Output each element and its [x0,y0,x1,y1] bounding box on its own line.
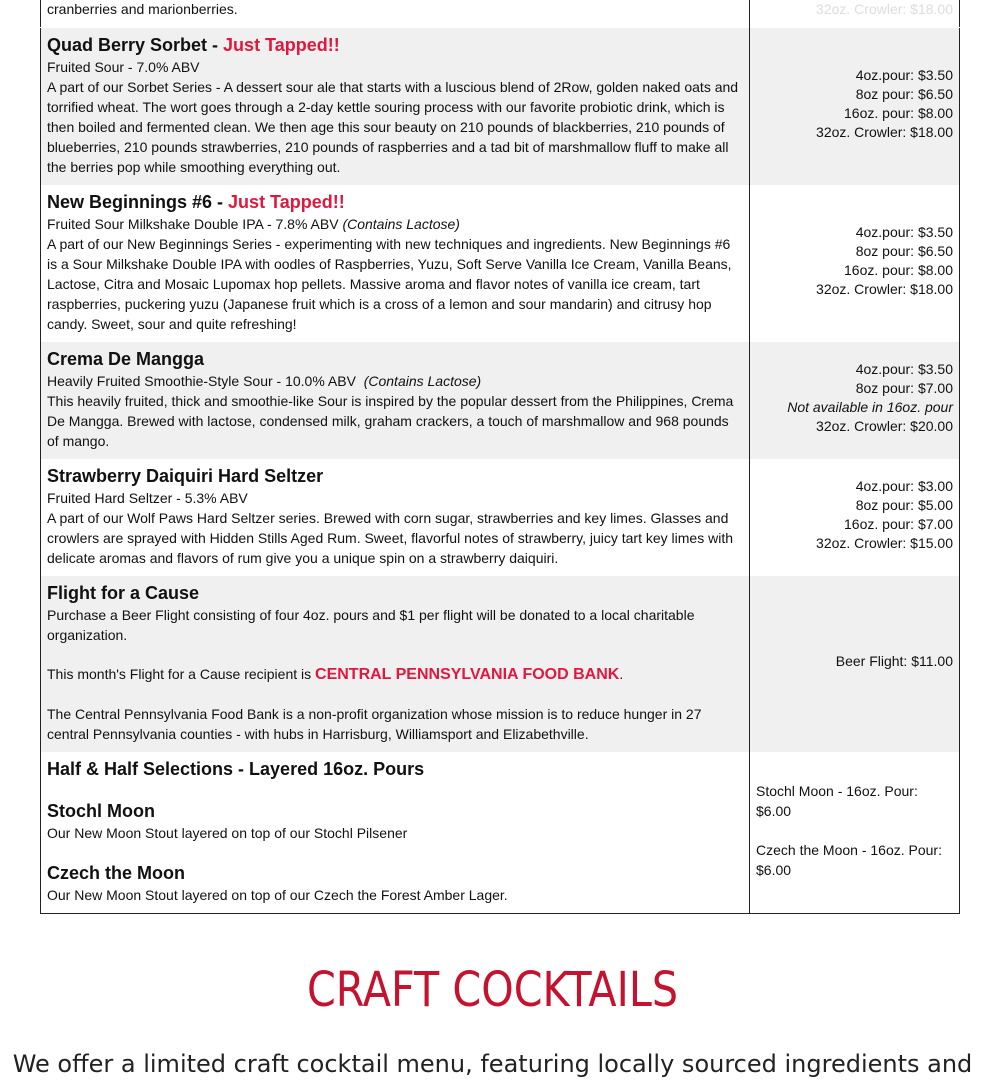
section-heading: Half & Half Selections - Layered 16oz. Pours [47,759,425,779]
menu-row-desc-cell [41,576,750,752]
price-4oz: 4oz.pour: $3.00 [855,478,953,494]
menu-row-desc-cell [41,342,750,459]
item-description: A part of our Wolf Paws Hard Seltzer series. Brewed with corn sugar, strawberries and key limes. Glasses and crowlers are sprayed with Hidden Stills Aged Rum. Sweet, flavorful notes of strawberry, juicy tart key limes with delicate aromas and flavors of rum give you a unique spin on a strawberry daiquiri. [47,510,733,566]
spacer [47,645,743,664]
price-16oz: 16oz. pour: $8.00 [844,262,953,278]
charity-recipient: CENTRAL PENNSYLVANIA FOOD BANK [315,666,620,683]
contains-lactose-note: (Contains Lactose) [342,216,460,232]
menu-row-desc-cell [41,459,750,576]
price-8oz: 8oz pour: $6.50 [855,243,953,259]
price-32oz-crowler: 32oz. Crowler: $15.00 [816,535,953,551]
recipient-prefix: This month's Flight for a Cause recipient is [47,666,312,682]
item-description: A part of our New Beginnings Series - experimenting with new techniques and ingredients. New Beginnings #6 is a Sour Milkshake Double IPA with oodles of Raspberries, Yuzu, Soft Serve Vanilla Ice Cream, Vanilla Beans, Lactose, Citra and Mosaic Lupomax hop pellets. Massive aroma and flavor notes of vanilla ice cream, tart raspberries, puckering yuzu (Japanese fruit which is a cross of a lemon and sour mandarin) and citrusy hop candy. Sweet, sour and quite refreshing! [47,236,732,332]
item-description: Our New Moon Stout layered on top of our Stochl Pilsener [47,825,408,841]
item-description: cranberries and marionberries. [47,1,238,17]
menu-row-crema-de-mangga [41,342,960,459]
menu-row-price-cell [750,185,960,342]
item-style-text: Fruited Sour Milkshake Double IPA - 7.8% ABV [47,216,339,232]
spacer [47,843,743,859]
price-32oz-crowler: 32oz. Crowler: $20.00 [816,418,953,434]
menu-row-price-cell [750,0,960,28]
price-4oz: 4oz.pour: $3.50 [855,224,953,240]
spacer [47,685,743,704]
recipient-suffix: . [619,666,624,682]
menu-row-price-cell [750,342,960,459]
menu-row-price-cell [750,459,960,576]
item-style-text: Heavily Fruited Smoothie-Style Sour - 10.0% ABV [47,373,356,389]
item-style: Fruited Sour - 7.0% ABV [47,59,200,75]
price-32oz-crowler: 32oz. Crowler: $18.00 [816,124,953,140]
menu-row-price-cell [750,576,960,752]
spacer [47,781,743,797]
menu-row-quad-berry-sorbet [41,28,960,186]
price-4oz: 4oz.pour: $3.50 [855,67,953,83]
item-name: New Beginnings #6 - Just Tapped!! [47,192,345,212]
item-description: Our New Moon Stout layered on top of our Czech the Forest Amber Lager. [47,887,508,903]
item-name: Strawberry Daiquiri Hard Seltzer [47,466,324,486]
item-name: Crema De Mangga [47,349,205,369]
item-name: Stochl Moon [47,801,155,821]
just-tapped-badge: Just Tapped!! [223,35,340,55]
menu-row-desc-cell [41,185,750,342]
menu-row-desc-cell [41,28,750,186]
charity-about: The Central Pennsylvania Food Bank is a non-profit organization whose mission is to reduce hunger in 27 central Pennsylvania counties - with hubs in Harrisburg, Williamsport and Elizabethville. [47,706,702,742]
menu-row-new-beginnings-6 [41,185,960,342]
menu-row-flight-for-a-cause [41,576,960,752]
price-beer-flight: Beer Flight: $11.00 [835,653,953,669]
menu-row-half-and-half [41,752,960,914]
craft-cocktails-intro: We offer a limited craft cocktail menu, featuring locally sourced ingredients and [12,1050,973,1078]
price-czech-the-moon: Czech the Moon - 16oz. Pour: $6.00 [756,841,942,878]
price-stochl-moon: Stochl Moon - 16oz. Pour: $6.00 [756,782,918,819]
item-style: Fruited Hard Seltzer - 5.3% ABV [47,490,248,506]
item-description: A part of our Sorbet Series - A dessert sour ale that starts with a luscious blend of 2Row, golden naked oats and torrified wheat. The wort goes through a 2-day kettle souring process with our favorite probiotic drink, which is then boiled and fermented clean. We then age this sour beauty on 210 pounds of blackberries, 210 pounds of blueberries, 210 pounds strawberries, 210 pounds of raspberries and a tad bit of marshmallow fluff to make all the berries pop while smoothing everything out. [47,79,739,175]
contains-lactose-note: (Contains Lactose) [363,373,482,389]
item-name: Quad Berry Sorbet - Just Tapped!! [47,35,340,55]
price-16oz: 16oz. pour: $7.00 [844,516,953,532]
item-style [47,214,743,234]
item-name: Flight for a Cause [47,583,200,603]
item-name: Czech the Moon [47,863,185,883]
item-style [47,371,743,391]
tap-menu-table [40,0,960,914]
price-8oz: 8oz pour: $7.00 [855,380,953,396]
flight-description: Purchase a Beer Flight consisting of four 4oz. pours and $1 per flight will be donated to a local charitable organization. [47,607,695,643]
menu-row-desc-cell [41,0,750,28]
price-8oz: 8oz pour: $6.50 [855,86,953,102]
just-tapped-badge: Just Tapped!! [228,192,345,212]
price-16oz: 16oz. pour: $8.00 [844,105,953,121]
craft-cocktails-heading: CRAFT COCKTAILS [306,962,679,1018]
menu-row-desc-cell [41,752,750,914]
menu-row-price-cell [750,28,960,186]
price-line: 32oz. Crowler: $18.00 [816,1,953,17]
flight-recipient-line [47,664,743,685]
price-4oz: 4oz.pour: $3.50 [855,361,953,377]
menu-row-strawberry-daiquiri-seltzer [41,459,960,576]
price-32oz-crowler: 32oz. Crowler: $18.00 [816,281,953,297]
item-name-text: Quad Berry Sorbet [47,35,208,55]
menu-row-price-cell [750,752,960,914]
menu-row-previous [41,0,960,28]
price-unavailable-note: Not available in 16oz. pour [787,399,953,415]
item-description: This heavily fruited, thick and smoothie-like Sour is inspired by the popular dessert from the Philippines, Crema De Mangga. Brewed with lactose, condensed milk, graham crackers, a touch of marshmallow and 968 pounds of mango. [47,393,734,449]
price-8oz: 8oz pour: $5.00 [855,497,953,513]
spacer [756,821,953,840]
item-name-text: New Beginnings #6 [47,192,213,212]
